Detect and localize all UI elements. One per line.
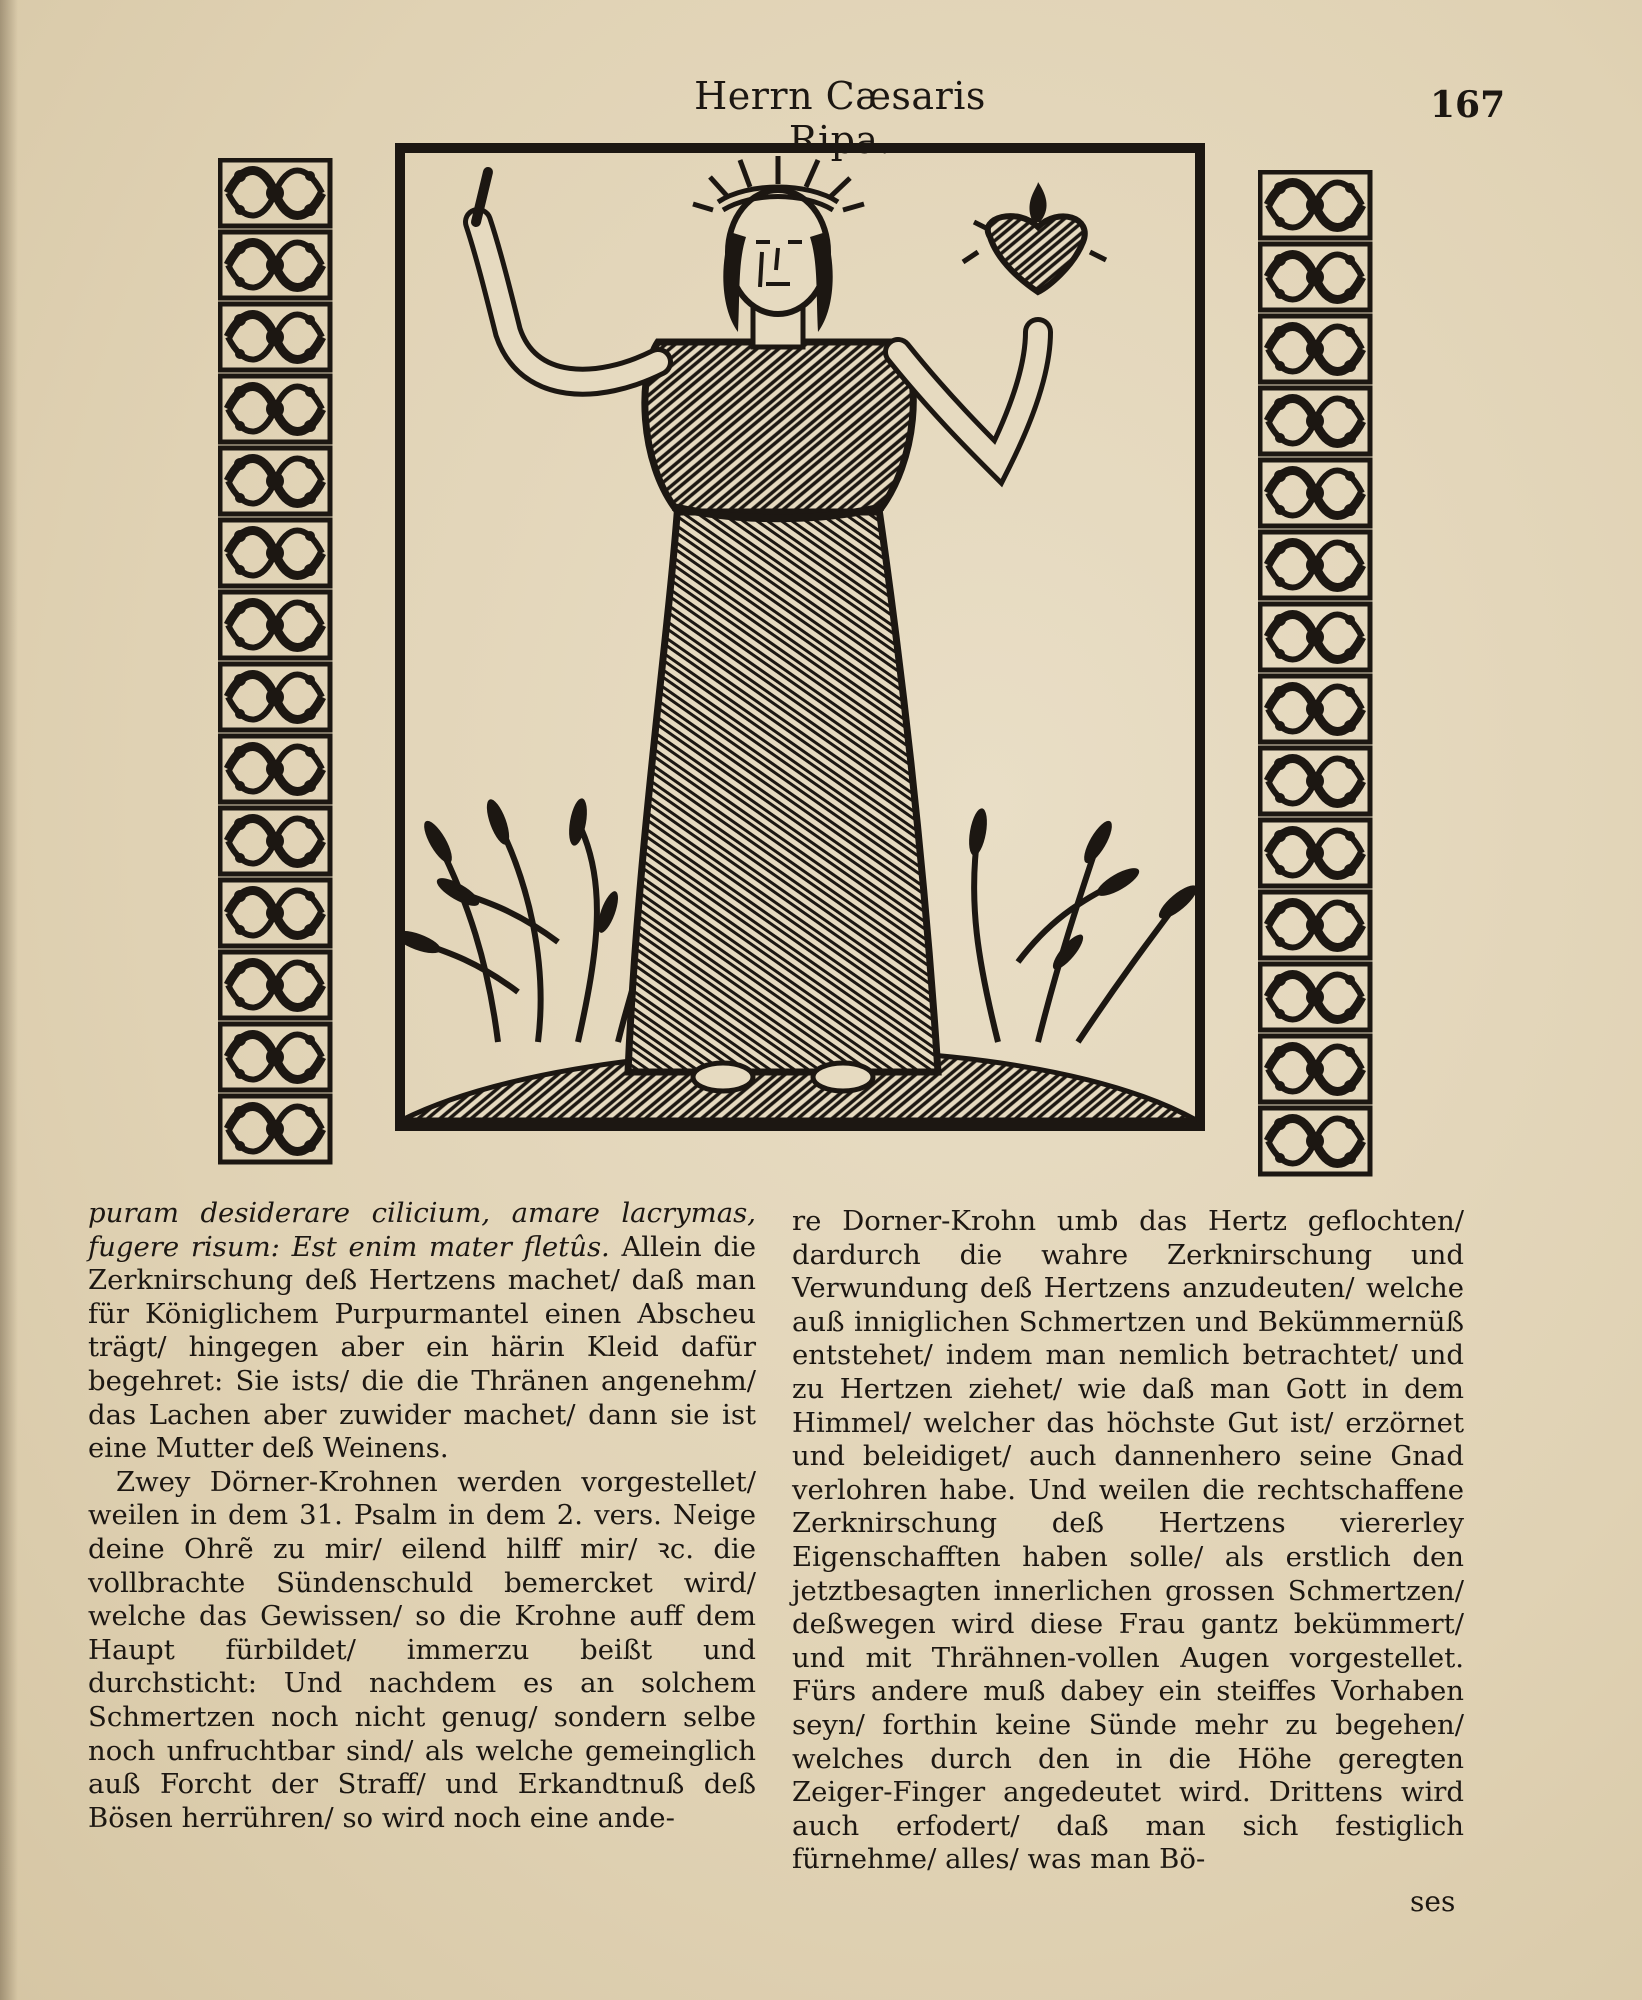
- right-text-column: [792, 1205, 1464, 1877]
- left-text-column: [88, 1197, 756, 1835]
- figure-torso: [645, 342, 913, 512]
- page-number: 167: [1430, 84, 1506, 126]
- woodcut-illustration: [378, 142, 1218, 1140]
- heart-flame: [1030, 182, 1047, 222]
- figure-left-foot: [693, 1063, 753, 1091]
- flaming-heart: [988, 216, 1085, 292]
- left-paragraph-1: [88, 1197, 756, 1466]
- left-paragraph-1-text: Allein die Zerknirschung deß Hertzens machet/ daß man für Königlichem Purpurmantel einen Abscheu trägt/ hingegen aber ein härin Kleid dafür begehret: Sie ists/ die die Thränen angenehm/ das Lachen aber zuwider machet/ dann sie ist eine Mutter deß Weinens.: [88, 1230, 756, 1465]
- catchword: ses: [1410, 1885, 1456, 1918]
- left-ornamental-border: [218, 158, 336, 1168]
- left-paragraph-2: Zwey Dörner-Krohnen werden vorgestellet/ weilen in dem 31. Psalm in dem 2. vers. Neige deine Ohrẽ zu mir/ eilend hilff mir/ ꝛc. die vollbrachte Sündenschuld bemercket wird/ welche das Gewissen/ so die Krohne auff dem Haupt fürbildet/ immerzu beißt und durchsticht: Und nachdem es an solchem Schmertzen noch nicht genug/ sondern selbe noch unfruchtbar sind/ als welche gemeinglich auß Forcht der Straff/ und Erkandtnuß deß Bösen herrühren/ so wird noch eine ande-: [88, 1465, 756, 1834]
- figure-robe: [628, 502, 938, 1072]
- running-title: Herrn Cæsaris Ripa.: [694, 74, 986, 162]
- latin-quotation: puram desiderare cilicium, amare lacrymas, fugere risum: Est enim mater fletûs.: [88, 1197, 756, 1263]
- right-ornamental-border: [1258, 170, 1376, 1180]
- right-paragraph-1: re Dorner-Krohn umb das Hertz geflochten/ dardurch die wahre Zerknirschung und Verwundung deß Hertzens anzudeuten/ welche auß inniglichen Schmertzen und Bekümmernüß entstehet/ indem man nemlich betrachtet/ und zu Hertzen ziehet/ wie daß man Gott in dem Himmel/ welcher das höchste Gut ist/ erzörnet und beleidiget/ auch dannenhero seine Gnad verlohren habe. Und weilen die rechtschaffene Zerknirschung deß Hertzens viererley Eigenschafften haben solle/ als erstlich den jetztbesagten innerlichen grossen Schmertzen/ deßwegen wird diese Frau gantz bekümmert/ und mit Thrähnen-vollen Augen vorgestellet. Fürs andere muß dabey ein steiffes Vorhaben seyn/ forthin keine Sünde mehr zu begehen/ welches durch den in die Höhe geregten Zeiger-Finger angedeutet wird. Drittens wird auch erfodert/ daß man sich festiglich fürnehme/ alles/ was man Bö-: [792, 1205, 1464, 1876]
- figure-right-foot: [813, 1063, 873, 1091]
- page-edge-shadow: [0, 0, 18, 2000]
